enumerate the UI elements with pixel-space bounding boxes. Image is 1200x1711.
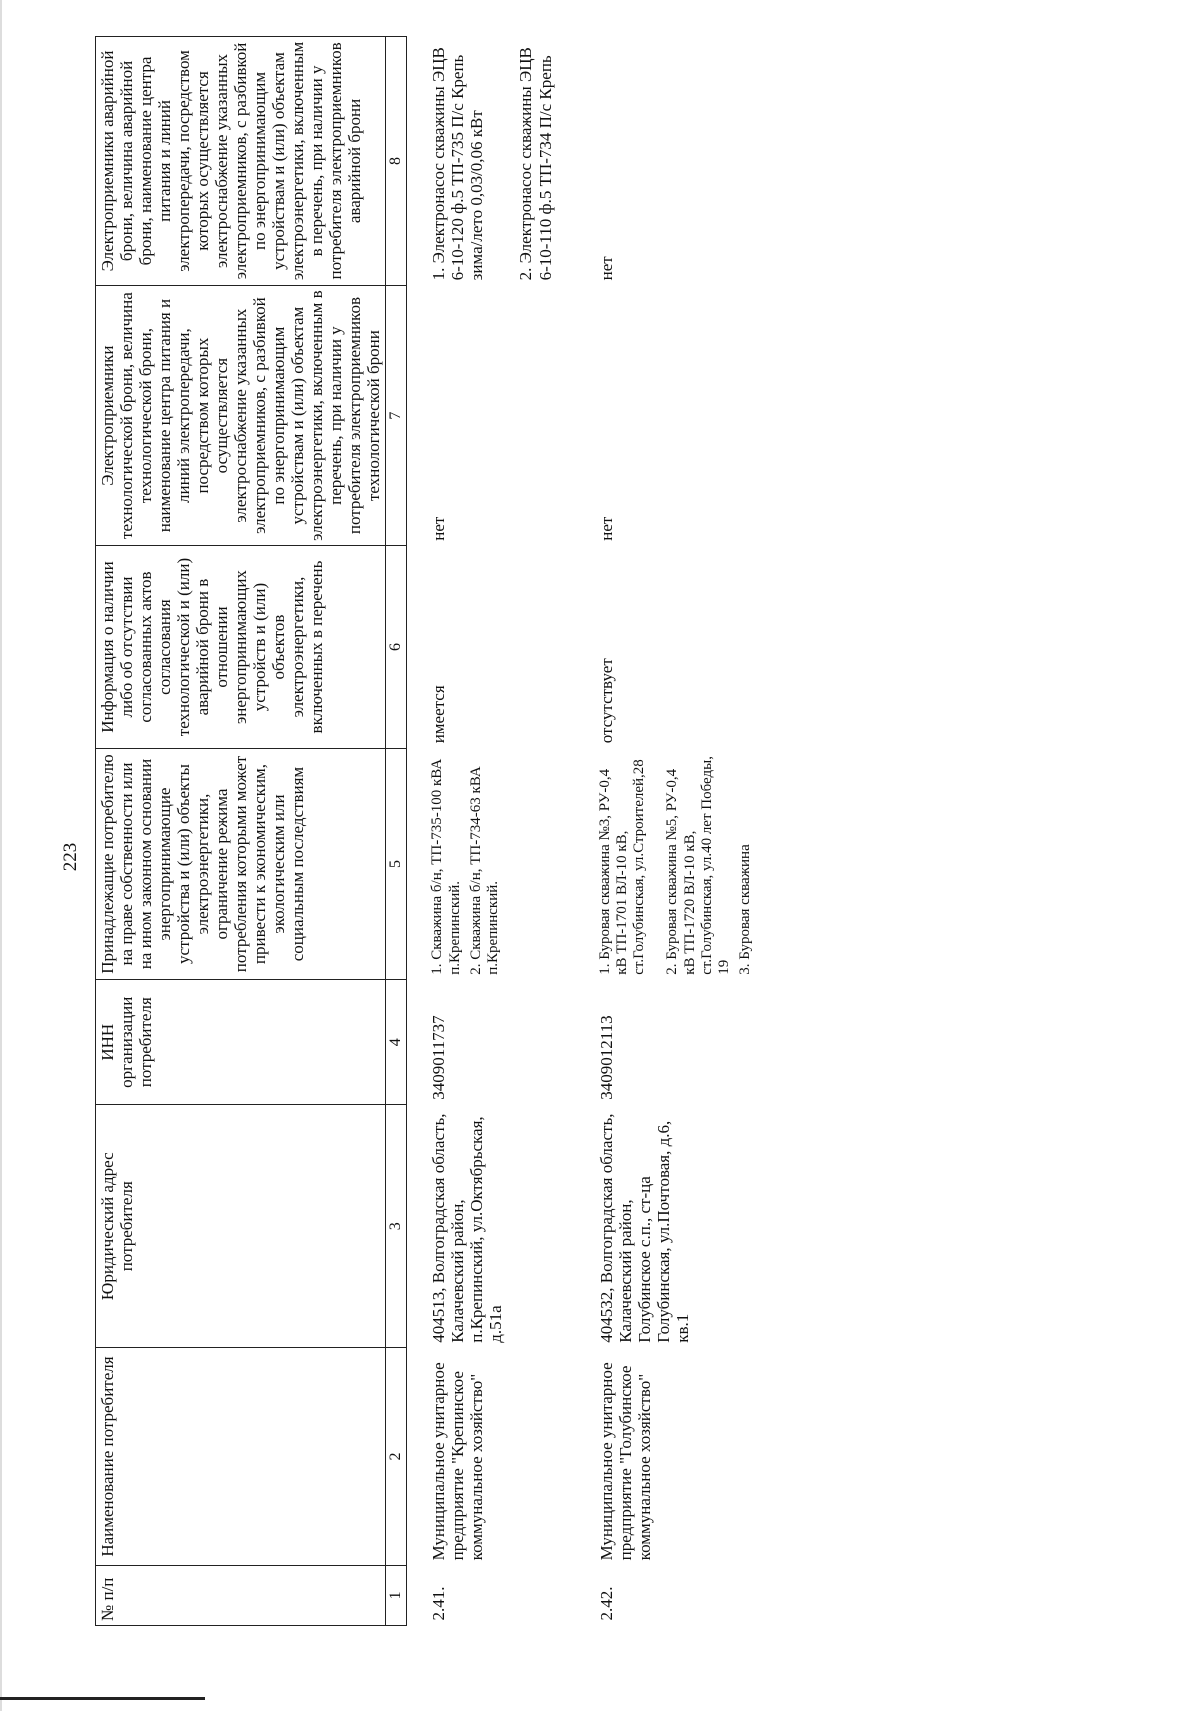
emergency-reserve xyxy=(575,37,765,286)
column-number: 5 xyxy=(386,748,407,979)
header-col8: Электроприемники аварийной брони, величина аварийной брони, наименование центра питания и линий электропередачи, посредством которых осуществляется электроснабжение указанных электроприемников, с разбивкой по энергопринимающим устройствам и (или) объектам электроэнергетики, включенным в перечень, при наличии у потребителя электроприемников аварийной брони xyxy=(96,37,386,286)
header-row xyxy=(96,37,386,1626)
consumer-devices xyxy=(407,748,565,979)
page-number: 223 xyxy=(60,842,81,872)
column-number: 6 xyxy=(386,546,407,749)
row-number: 2.41. xyxy=(429,1586,449,1621)
device-item: 3. Буровая скважина xyxy=(737,844,754,975)
header-col6: Информация о наличии либо об отсутствии согласованных актов согласования технологической и (или) аварийной брони в отношении энергопринимающих устройств и (или) объектов электроэнергетики, включенных в перечень xyxy=(96,546,386,749)
column-number-row xyxy=(386,37,407,1626)
consumer-address: 404513, Волгоградская область, Калачевский район, п.Крепинский, ул.Октябрьская, д.51а xyxy=(429,1113,506,1343)
consumer-inn: 3409012113 xyxy=(596,1015,616,1100)
consumer-address: 404532, Волгоградская область, Калачевский район, Голубинское с.п., ст-ца Голубинская, ул.Почтовая, д.6, кв.1 xyxy=(596,1113,692,1343)
column-number: 1 xyxy=(386,1565,407,1625)
consumer-name: Муниципальное унитарное предприятие "Крепинское коммунальное хозяйство" xyxy=(429,1362,487,1561)
emergency-item: 2. Электронасос скважины ЭЦВ 6-10-110 ф.5 ТП-734 П/с Крепь xyxy=(516,47,555,281)
tech-reserve: нет xyxy=(596,516,616,541)
consumer-devices xyxy=(575,748,765,979)
device-item: 1. Скважина б/н, ТП-735-100 кВА п.Крепинский. xyxy=(429,758,463,975)
emergency-item: 1. Электронасос скважины ЭЦВ 6-10-120 ф.5 ТП-735 П/с Крепь зима/лето 0,03/0,06 кВт xyxy=(429,47,487,281)
header-col4: ИНН организации потребителя xyxy=(96,980,386,1105)
emergency-item: нет xyxy=(596,256,616,281)
header-col3: Юридический адрес потребителя xyxy=(96,1105,386,1348)
header-col2: Наименование потребителя xyxy=(96,1348,386,1566)
emergency-reserve xyxy=(407,37,565,286)
device-item: 2. Буровая скважина №5, РУ-0,4 кВ ТП-1720 ВЛ-10 кВ, ст.Голубинская, ул.40 лет Победы, 19 xyxy=(664,756,733,975)
column-number: 7 xyxy=(386,285,407,545)
column-number: 4 xyxy=(386,980,407,1105)
consumer-inn: 3409011737 xyxy=(429,1015,449,1100)
column-number: 8 xyxy=(386,37,407,286)
consumer-name: Муниципальное унитарное предприятие "Голубинское коммунальное хозяйство" xyxy=(596,1362,654,1561)
column-number: 3 xyxy=(386,1105,407,1348)
table-row xyxy=(407,37,565,1626)
device-item: 2. Скважина б/н, ТП-734-63 кВА п.Крепинский. xyxy=(467,766,502,975)
header-col7: Электроприемники технологической брони, величина технологической брони, наименование центра питания и линий электропередачи, посредством которых осуществляется электроснабжение указанных электроприемников, с разбивкой по энергопринимающим устройствам и (или) объектам электроэнергетики, включенным в перечень, при наличии у потребителя электроприемников технологической брони xyxy=(96,285,386,545)
consumers-table xyxy=(95,36,765,1626)
acts-status: имеется xyxy=(429,685,449,744)
row-number: 2.42. xyxy=(596,1586,616,1621)
acts-status: отсутствует xyxy=(596,658,616,744)
column-number: 2 xyxy=(386,1348,407,1566)
header-col5: Принадлежащие потребителю на праве собственности или на ином законном основании энергопринимающие устройства и (или) объекты электроэнергетики, ограничение режима потребления которыми может привести к экономическим, экологическим или социальным последствиям xyxy=(96,748,386,979)
device-item: 1. Буровая скважина №3, РУ-0,4 кВ ТП-1701 ВЛ-10 кВ, ст.Голубинская, ул.Строителей,28 xyxy=(596,759,648,975)
header-col1: № п/п xyxy=(96,1565,386,1625)
tech-reserve: нет xyxy=(429,516,449,541)
table-row xyxy=(575,37,765,1626)
